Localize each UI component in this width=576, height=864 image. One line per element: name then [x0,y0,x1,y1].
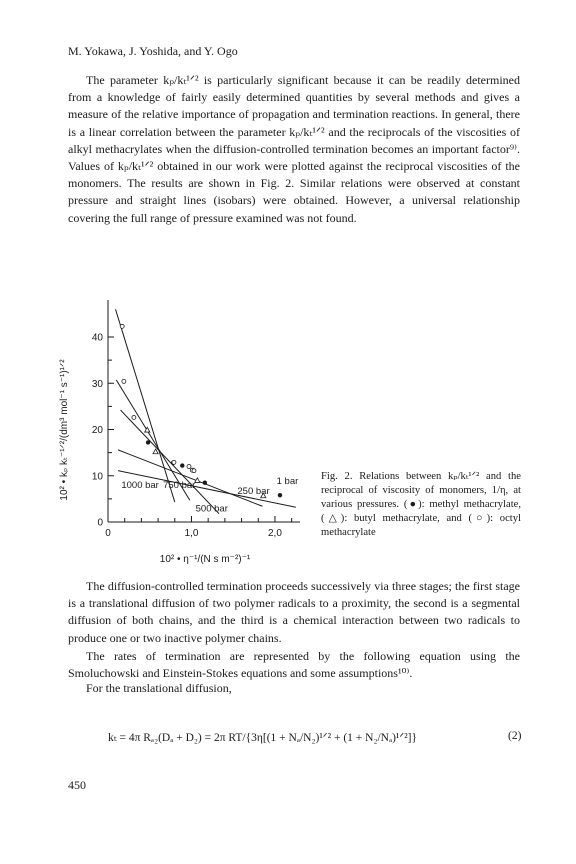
marker-octyl-methacrylate [192,469,196,473]
paragraph-rates: The rates of termination are represented by the following equation using the Smoluchowski and Einstein-Stokes equations and some assumptions¹⁰⁾. [68,649,520,681]
chart-markers [120,324,282,497]
series-line [121,410,220,514]
pressure-label: 750 bar [163,479,196,491]
x-tick-label: 1,0 [184,528,199,539]
running-header: M. Yokawa, J. Yoshida, and Y. Ogo [68,44,238,58]
marker-octyl-methacrylate [172,460,176,464]
marker-methyl-methacrylate [278,493,282,497]
marker-methyl-methacrylate [180,463,184,467]
pressure-label: 1000 bar [121,479,159,491]
marker-octyl-methacrylate [132,415,136,419]
y-tick-label: 20 [91,425,103,436]
paragraph-translational: For the translational diffusion, [86,681,232,695]
equation-2: kₜ = 4π Rₐ₂(Dₐ + D₂) = 2π RT/{3η[(1 + Nₐ/N₂)¹ᐟ² + (1 + N₂/Nₐ)¹ᐟ²]} [108,732,418,744]
series-line [118,450,262,506]
chart-annotations [121,476,298,514]
y-tick-label: 10 [91,471,103,483]
marker-octyl-methacrylate [120,324,124,328]
pressure-label: 250 bar [237,485,270,497]
paragraph-intro: The parameter kₚ/kₜ¹ᐟ² is particularly significant because it can be readily determined from a knowledge of fairly easily determined quantities by several methods and gives a measure of the relative importance of propagation and termination reactions. In general, there is a linear correlation between the parameter kₚ/kₜ¹ᐟ² and the reciprocals of the viscosities of alkyl methacrylates when the diffusion-controlled termination becomes an important factor⁹⁾. Values of kₚ/kₜ¹ᐟ² obtained in our work were plotted against the reciprocal viscosities of the monomers. The results are shown in Fig. 2. Similar relations were observed at constant pressure and straight lines (isobars) were obtained. However, a universal relationship covering the full range of pressure examined was not found. [68,73,520,225]
marker-butyl-methacrylate [153,449,158,454]
marker-octyl-methacrylate [187,465,191,469]
pressure-label: 1 bar [276,476,299,488]
paragraph-termination: The diffusion-controlled termination proceeds successively via three stages; the first stage is a translational diffusion of two polymer radicals to a proximity, the second is a segmental diffusion of both chains, and the third is a chemical interaction between two radicals to produce one or two inactive polymer chains. [68,579,520,645]
marker-methyl-methacrylate [146,440,150,444]
marker-methyl-methacrylate [203,480,207,484]
pressure-label: 500 bar [195,503,228,515]
equation-number: (2) [508,730,522,742]
marker-octyl-methacrylate [122,379,126,383]
series-line [116,309,175,502]
y-axis-label: 10² • kₚ kₜ⁻¹ᐟ²/(dm³ mol⁻¹ s⁻¹)¹ᐟ² [59,359,70,501]
figure-caption: Fig. 2. Relations between kₚ/kₜ¹ᐟ² and the reciprocal of viscosity of monomers, 1/η, at various pressures. (●): methyl methacrylate, (△): butyl methacrylate, and (○): octyl methacrylate [321,471,521,538]
x-axis-label: 10² • η⁻¹/(N s m⁻²)⁻¹ [159,554,251,565]
page-number: 450 [68,778,86,792]
y-tick-label: 0 [97,517,103,529]
x-tick-label: 2,0 [268,528,282,539]
y-tick-label: 30 [91,378,103,390]
x-tick-label: 0 [105,528,111,539]
y-tick-label: 40 [91,332,103,344]
